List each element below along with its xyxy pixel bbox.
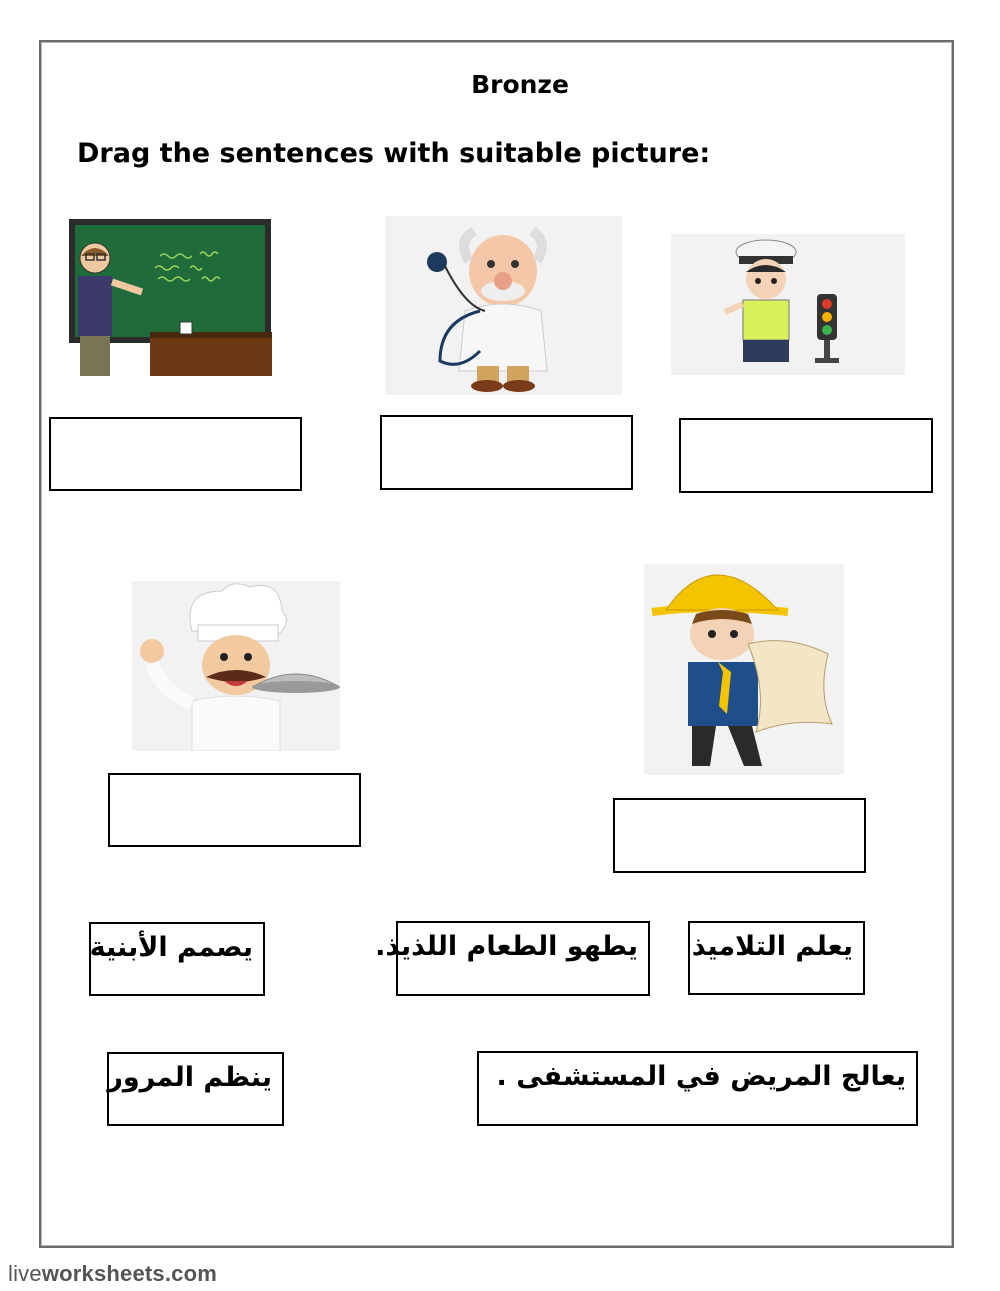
drop-box-teacher[interactable] (49, 417, 302, 491)
chef-icon (132, 581, 340, 751)
level-title: Bronze (471, 70, 569, 99)
engineer-picture (644, 564, 844, 775)
sentence-chip-doctor[interactable]: يعالج المريض في المستشفى . (477, 1051, 918, 1126)
sentence-chip-traffic[interactable]: ينظم المرور (107, 1052, 284, 1126)
doctor-picture (385, 216, 622, 395)
doctor-icon (385, 216, 622, 395)
police-picture (671, 234, 905, 375)
engineer-icon (644, 564, 844, 775)
drop-box-chef[interactable] (108, 773, 361, 847)
police-icon (671, 234, 905, 375)
drop-box-police[interactable] (679, 418, 933, 493)
instruction-text: Drag the sentences with suitable picture: (77, 138, 711, 169)
chef-picture (132, 581, 340, 751)
sentence-chip-chef[interactable]: يطهو الطعام اللذيذ. (396, 921, 650, 996)
liveworksheets-logo: liveworksheets.com (8, 1261, 218, 1286)
sentence-chip-teacher[interactable]: يعلم التلاميذ (688, 921, 865, 995)
teacher-icon (50, 216, 272, 376)
teacher-picture (50, 216, 272, 376)
sentence-chip-architect[interactable]: يصمم الأبنية (89, 922, 265, 996)
drop-box-engineer[interactable] (613, 798, 866, 873)
drop-box-doctor[interactable] (380, 415, 633, 490)
